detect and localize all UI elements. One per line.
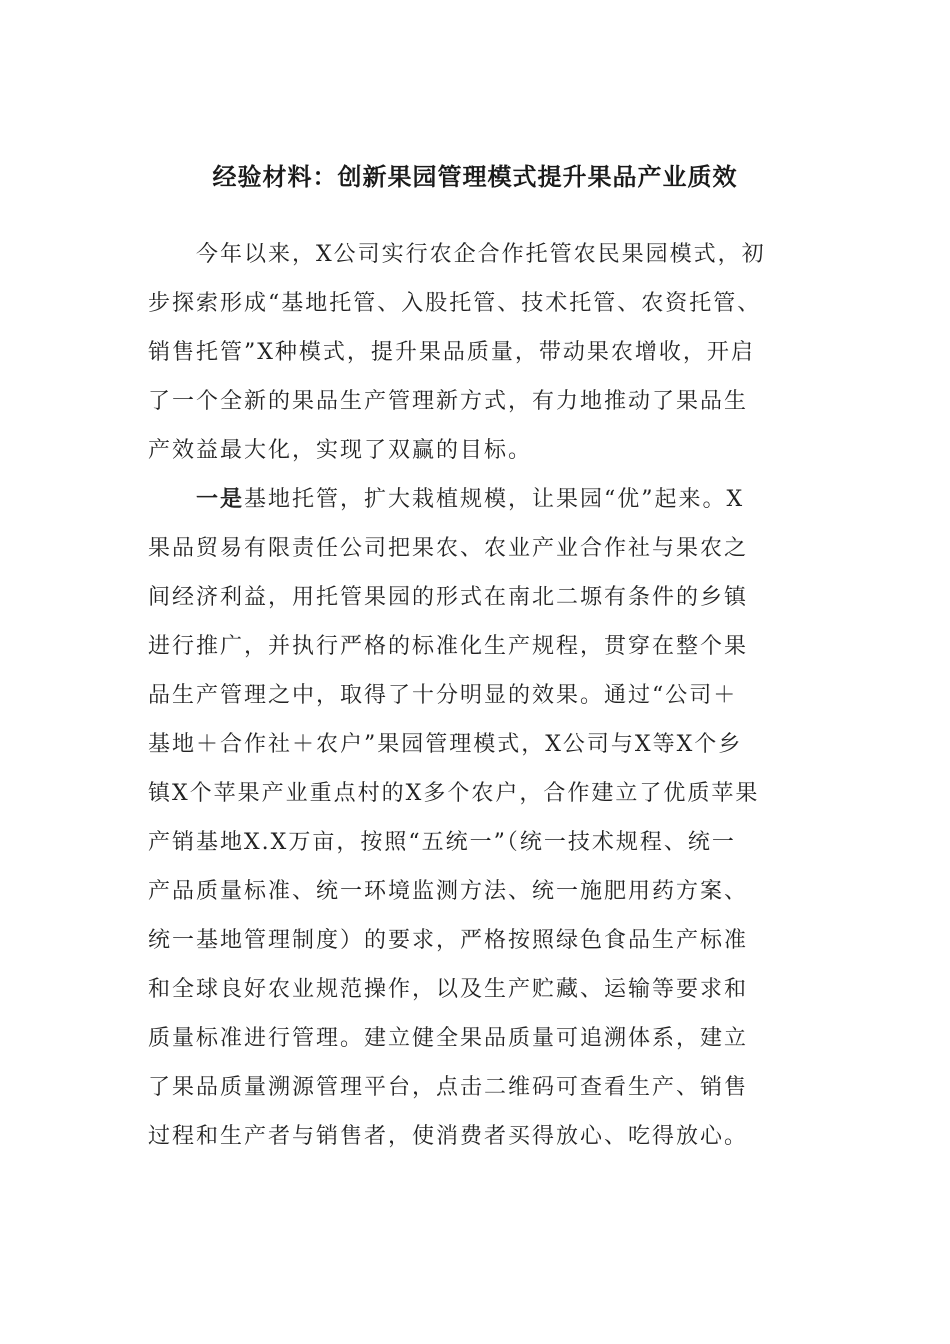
text-line: 产效益最大化，实现了双赢的目标。 — [148, 438, 533, 463]
text-line: 步探索形成“基地托管、入股托管、技术托管、农资托管、 — [148, 291, 762, 316]
paragraph-intro — [148, 230, 808, 475]
text-line: 了果品质量溯源管理平台，点击二维码可查看生产、销售 — [148, 1075, 749, 1100]
text-line: 进行推广，并执行严格的标准化生产规程，贯穿在整个果 — [148, 634, 749, 659]
text-line: 果品贸易有限责任公司把果农、农业产业合作社与果农之 — [148, 536, 749, 561]
text-line: 统一基地管理制度）的要求，严格按照绿色食品生产标准 — [148, 928, 749, 953]
text-line: 今年以来，X公司实行农企合作托管农民果园模式，初 — [148, 242, 766, 267]
text-line-first — [148, 475, 808, 524]
text-line: 销售托管”X种模式，提升果品质量，带动果农增收，开启 — [148, 340, 755, 365]
text-line: 产销基地X.X万亩，按照“五统一”（统一技术规程、统一 — [148, 830, 736, 855]
text-line: 和全球良好农业规范操作，以及生产贮藏、运输等要求和 — [148, 977, 749, 1002]
text-line: 质量标准进行管理。建立健全果品质量可追溯体系，建立 — [148, 1026, 749, 1051]
document-title: 经验材料：创新果园管理模式提升果品产业质效 — [212, 163, 738, 191]
paragraph-point-one — [148, 475, 808, 1161]
text-line: 镇X个苹果产业重点村的X多个农户，合作建立了优质苹果 — [148, 781, 760, 806]
text-line: 间经济利益，用托管果园的形式在南北二塬有条件的乡镇 — [148, 585, 749, 610]
text-line: 了一个全新的果品生产管理新方式，有力地推动了果品生 — [148, 389, 749, 414]
point-lead: 一是 — [196, 487, 245, 512]
text-line: 产品质量标准、统一环境监测方法、统一施肥用药方案、 — [148, 879, 749, 904]
point-heading-text: 基地托管，扩大栽植规模，让果园“优”起来。X — [244, 487, 745, 512]
text-line: 过程和生产者与销售者，使消费者买得放心、吃得放心。 — [148, 1124, 749, 1149]
document-body — [148, 230, 808, 1161]
text-line: 品生产管理之中，取得了十分明显的效果。通过“公司＋ — [148, 683, 738, 708]
text-line: 基地＋合作社＋农户”果园管理模式，X公司与X等X个乡 — [148, 732, 743, 757]
